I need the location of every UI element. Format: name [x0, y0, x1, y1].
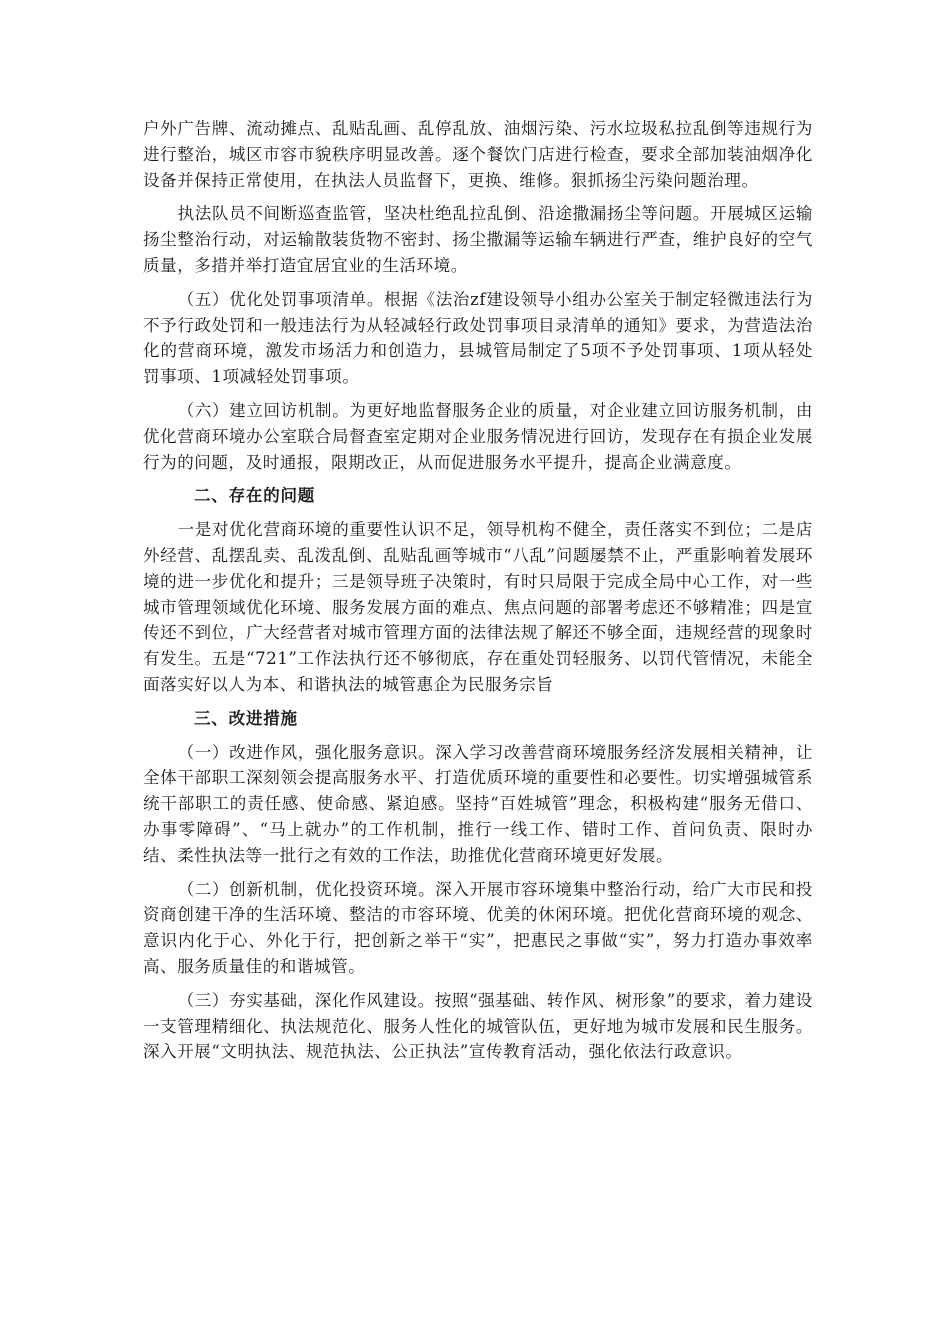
paragraph-continuation: 户外广告牌、流动摊点、乱贴乱画、乱停乱放、油烟污染、污水垃圾私拉乱倒等违规行为进行整治，城区市容市貌秩序明显改善。逐个餐饮门店进行检查，要求全部加装油烟净化设备并保持正常使用，在执法人员监督下，更换、维修。狠抓扬尘污染问题治理。 — [143, 119, 813, 190]
section-heading-measures: 三、改进措施 — [194, 708, 298, 728]
paragraph-item-5: （五）优化处罚事项清单。根据《法治zf建设领导小组办公室关于制定轻微违法行为不予行政处罚和一般违法行为从轻减轻行政处罚事项目录清单的通知》要求，为营造法治化的营商环境，激发市场活力和创造力，县城管局制定了5项不予处罚事项、1项从轻处罚事项、1项减轻处罚事项。 — [143, 289, 813, 387]
paragraph-measure-3: （三）夯实基础，深化作风建设。按照“强基础、转作风、树形象”的要求，着力建设一支管理精细化、执法规范化、服务人性化的城管队伍，更好地为城市发展和民生服务。深入开展“文明执法、规范执法、公正执法”宣传教育活动，强化依法行政意识。 — [143, 990, 813, 1062]
paragraph-measure-2: （二）创新机制，优化投资环境。深入开展市容环境集中整治行动，给广大市民和投资商创建干净的生活环境、整洁的市容环境、优美的休闲环境。把优化营商环境的观念、意识内化于心、外化于行，把创新之举干“实”，把惠民之事做“实”，努力打造办事效率高、服务质量佳的和谐城管。 — [143, 879, 813, 976]
paragraph-item-6: （六）建立回访机制。为更好地监督服务企业的质量，对企业建立回访服务机制，由优化营商环境办公室联合局督查室定期对企业服务情况进行回访，发现存在有损企业发展行为的问题，及时通报，限期改正，从而促进服务水平提升，提高企业满意度。 — [143, 400, 813, 472]
paragraph-measure-1: （一）改进作风，强化服务意识。深入学习改善营商环境服务经济发展相关精神，让全体干部职工深刻领会提高服务水平、打造优质环境的重要性和必要性。切实增强城管系统干部职工的责任感、使命感、紧迫感。坚持“百姓城管”理念，积极构建“服务无借口、办事零障碍”、“马上就办”的工作机制，推行一线工作、错时工作、首问负责、限时办结、柔性执法等一批行之有效的工作法，助推优化营商环境更好发展。 — [143, 742, 813, 865]
section-heading-problems: 二、存在的问题 — [194, 486, 316, 506]
paragraph-problems: 一是对优化营商环境的重要性认识不足，领导机构不健全，责任落实不到位；二是店外经营、乱摆乱卖、乱泼乱倒、乱贴乱画等城市“八乱”问题屡禁不止，严重影响着发展环境的进一步优化和提升；三是领导班子决策时，有时只局限于完成全局中心工作，对一些城市管理领域优化环境、服务发展方面的难点、焦点问题的部署考虑还不够精准；四是宣传还不到位，广大经营者对城市管理方面的法律法规了解还不够全面，违规经营的现象时有发生。五是“721”工作法执行还不够彻底，存在重处罚轻服务、以罚代管情况，未能全面落实好以人为本、和谐执法的城管惠企为民服务宗旨 — [143, 520, 813, 694]
document-page — [143, 116, 813, 1065]
paragraph-patrol: 执法队员不间断巡查监管，坚决杜绝乱拉乱倒、沿途撒漏扬尘等问题。开展城区运输扬尘整治行动，对运输散装货物不密封、扬尘撒漏等运输车辆进行严查，维护良好的空气质量，多措并举打造宜居宜业的生活环境。 — [143, 204, 813, 275]
